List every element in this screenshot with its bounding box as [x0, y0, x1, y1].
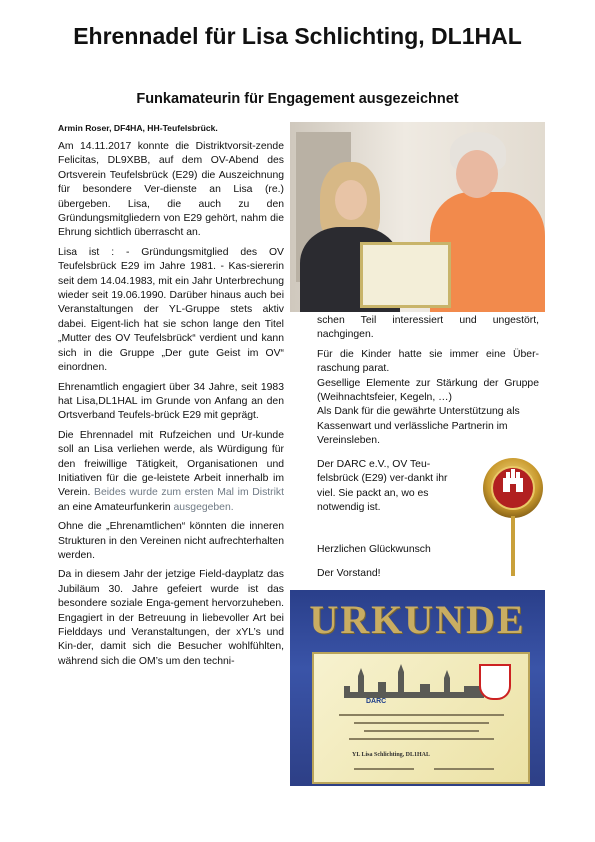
page-subtitle: Funkamateurin für Engagement ausgezeichnet [136, 91, 459, 107]
paragraph-volunteer-years: Ehrenamtlich engagiert über 34 Jahre, seit 1983 hat Lisa,DL1HAL im Grunde von Anfang an den Ortsverband Teufels-brück E29 mit geprägt. [58, 381, 284, 422]
paragraph-award [58, 429, 284, 515]
award-recipient-text: an eine Amateurfunkerin [58, 501, 171, 513]
award-issued-text: ausgegeben. [173, 501, 234, 513]
paragraph-intro: Am 14.11.2017 konnte die Distriktvorsit-zende Felicitas, DL9XBB, auf dem OV-Abend des Ortsverein Teufelsbrück (E29) die Auszeichnung für besondere Ver-dienste an Lisa (re.) übergeben. Lisa, die auch zu den Gründungsmitgliedern von E29 gehört, nahm die Ehrung sichtlich überrascht an. [58, 141, 284, 239]
award-ceremony-photo [290, 122, 545, 312]
article-right-column [317, 314, 539, 454]
paragraph-thanks: Als Dank für die gewährte Unterstützung als Kassenwart und verlässliche Partnerin im Vereinsleben. [317, 406, 520, 447]
page-title: Ehrennadel für Lisa Schlichting, DL1HAL [73, 23, 522, 49]
darc-logo: DARC [366, 698, 387, 705]
hamburg-crest-icon [479, 664, 511, 700]
paragraph-volunteers: Ohne die „Ehrenamtlichen“ könnten die inneren Strukturen in den Vereinen nicht aufrechterhalten werden. [58, 521, 284, 561]
paragraph-fieldday: Da in diesem Jahr der jetzige Field-dayplatz das Jubiläum 30. Jahre gefeiert wurde ist das besondere soziale Enga-gement hervorzuheben. Engagiert in der Betreuung in liebevoller Art bei Fielddays und Veranstaltungen, der xYL’s und Kin-der, damit sich die Besucher wohlfühlten, während sich die OM’s um den techni- [58, 569, 284, 667]
certificate-heading: URKUNDE [309, 597, 526, 642]
honor-pin-icon [481, 456, 545, 576]
article-left-column [58, 140, 284, 674]
hamburg-skyline-icon [334, 664, 484, 700]
paragraph-social: Gesellige Elemente zur Stärkung der Gruppe (Weihnachtsfeier, Kegeln, …) [317, 377, 539, 404]
paragraph-darc-thanks [317, 458, 467, 521]
paragraph-member-history: Lisa ist : - Gründungsmitglied des OV Teufelsbrück E29 im Jahre 1981. - Kas-siererin seit dem 14.04.1983, mit ein Jahr Unterbrechung wieder seit 19.06.1990. Darüber hinaus auch bei Veranstaltungen der YL-Gruppe stets aktiv dabei. Eigent-lich hat sie schon lange den Titel „Mutter des OV Teufelsbrück“ verdient und kann sich in die Gruppe „Der gute Geist im OV“ einordnen. [58, 246, 284, 374]
darc-thanks-text: Der DARC e.V., OV Teu-felsbrück (E29) ver-dankt ihr viel. Sie packt an, wo es notwendig ist. [317, 459, 448, 514]
certificate-image [290, 590, 545, 786]
certificate-recipient: YL Lisa Schlichting, DL1HAL [352, 752, 431, 758]
paragraph-children: Für die Kinder hatte sie immer eine Über-raschung parat. [317, 348, 539, 375]
award-text: Die Ehrennadel mit Rufzeichen und Ur-kunde soll an Lisa verliehen werde, als Würdigung für den freiwillige Tätigkeit, Organisationen und Initiativen für die ge-leistete Arbeit innerhalb im Verein. [58, 429, 284, 499]
certificate-paper [312, 652, 530, 784]
closing [317, 543, 477, 587]
award-first-time-text: Beides wurde zum ersten Mal im Distrikt [94, 487, 285, 499]
closing-signature: Der Vorstand! [317, 568, 381, 580]
closing-greeting: Herzlichen Glückwunsch [317, 544, 431, 555]
paragraph-technical: schen Teil interessiert und ungestört, nachgingen. [317, 315, 539, 341]
author-byline: Armin Roser, DF4HA, HH-Teufelsbrück. [58, 123, 218, 133]
